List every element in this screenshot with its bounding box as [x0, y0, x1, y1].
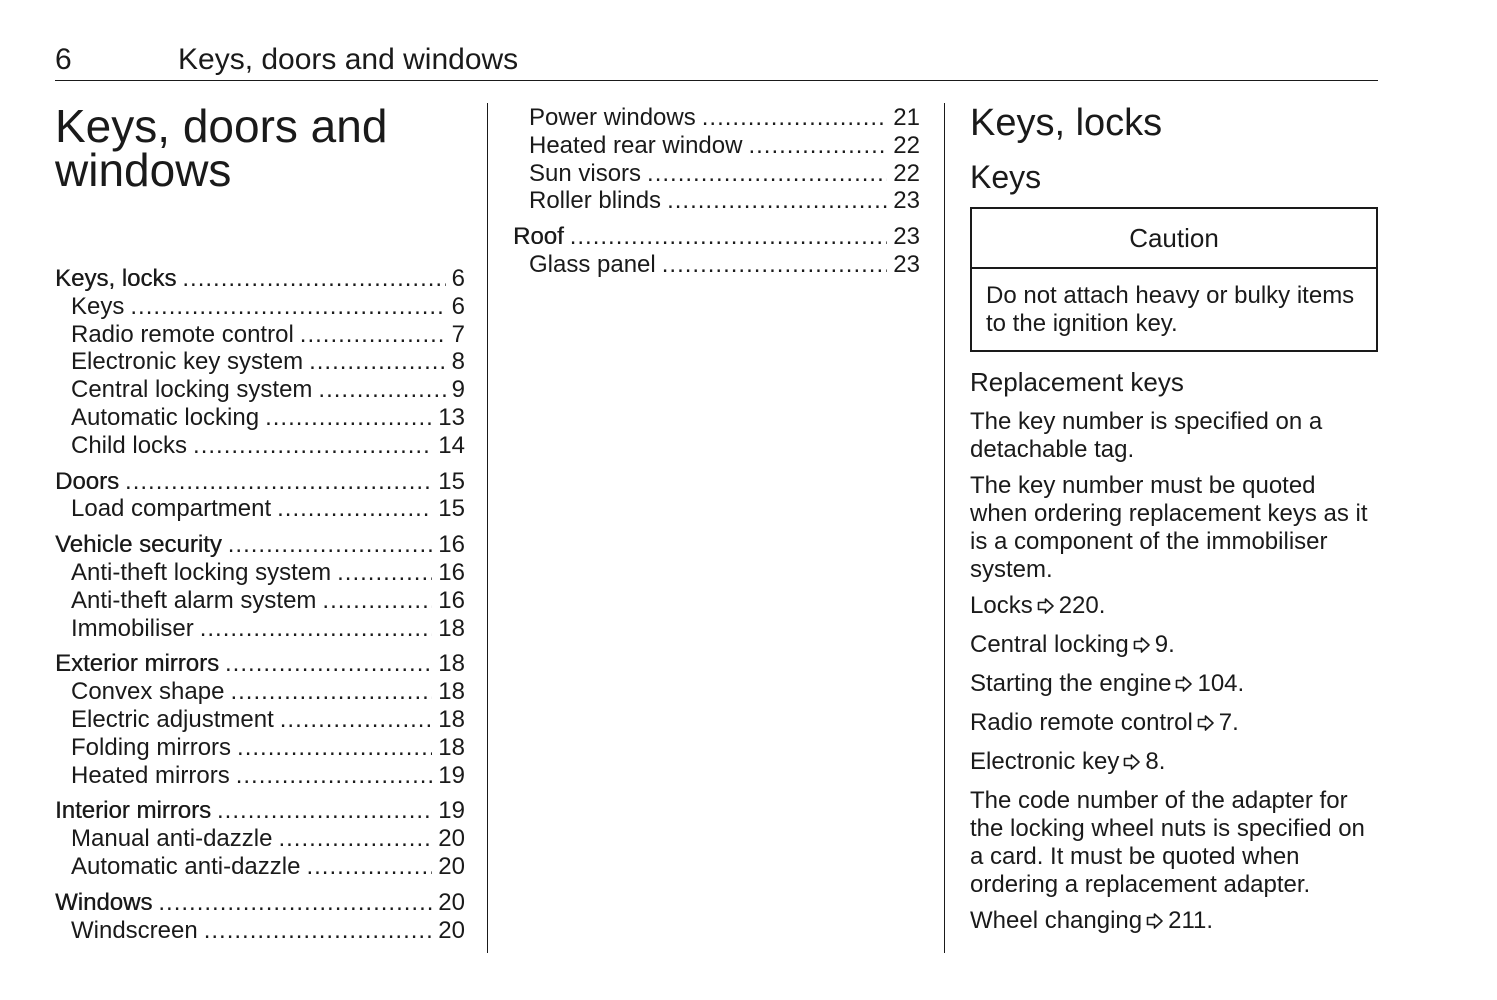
- caution-text: Do not attach heavy or bulky items to the ignition key.: [986, 282, 1355, 337]
- replacement-keys-heading: Replacement keys: [970, 367, 1184, 397]
- section-column: [970, 100, 1378, 946]
- leader-dots: [278, 825, 432, 853]
- leader-dots: [193, 432, 432, 460]
- toc-entry-page: 18: [438, 678, 465, 706]
- toc-entry[interactable]: [55, 495, 465, 523]
- reference-arrow-icon: [1175, 672, 1193, 700]
- toc-entry-title: Convex shape: [71, 678, 225, 706]
- cross-reference[interactable]: [970, 748, 1378, 778]
- leader-dots: [702, 104, 888, 132]
- toc-entry-title: Folding mirrors: [71, 733, 232, 761]
- toc-entry-title: Automatic locking: [71, 403, 260, 431]
- cross-reference-page: 7.: [1218, 709, 1239, 736]
- leader-dots: [570, 223, 888, 251]
- toc-chapter-entry[interactable]: [513, 223, 920, 251]
- cross-reference-text: Electronic key: [970, 748, 1120, 775]
- leader-dots: [280, 706, 433, 734]
- leader-dots: [265, 404, 432, 432]
- toc-entry-page: 20: [438, 825, 465, 853]
- reference-arrow-icon: [1123, 750, 1141, 778]
- toc-group: [55, 468, 465, 524]
- leader-dots: [277, 495, 432, 523]
- toc-entry-title: Load compartment: [71, 495, 272, 523]
- toc-entry-page: 23: [893, 250, 920, 278]
- cross-reference-text: Central locking: [970, 631, 1129, 658]
- reference-arrow-icon: [1197, 711, 1215, 739]
- leader-dots: [667, 187, 887, 215]
- reference-arrow-icon: [1133, 633, 1151, 661]
- toc-entry[interactable]: [513, 104, 920, 132]
- toc-group: [513, 223, 920, 279]
- leader-dots: [318, 376, 445, 404]
- toc-entry[interactable]: [55, 615, 465, 643]
- leader-dots: [322, 587, 432, 615]
- cross-reference-page: 9.: [1154, 631, 1175, 658]
- leader-dots: [225, 650, 432, 678]
- toc-entry-title: Anti-theft alarm system: [71, 586, 317, 614]
- caution-heading: Caution: [972, 209, 1376, 269]
- toc-entry-page: 8: [451, 348, 465, 376]
- toc-entry[interactable]: [55, 762, 465, 790]
- cross-reference-list: [970, 592, 1378, 778]
- toc-column-1: [55, 100, 465, 944]
- leader-dots: [130, 293, 445, 321]
- toc-entry-page: 20: [438, 888, 465, 916]
- toc-entry-title: Roller blinds: [529, 187, 662, 215]
- toc-entry-page: 6: [451, 292, 465, 320]
- cross-reference-text: Starting the engine: [970, 670, 1172, 697]
- cross-reference-text: Wheel changing: [970, 907, 1143, 934]
- leader-dots: [309, 348, 446, 376]
- cross-reference[interactable]: [970, 631, 1378, 661]
- cross-reference[interactable]: [970, 709, 1378, 739]
- toc-entry-page: 14: [438, 431, 465, 459]
- toc-entry-title: Automatic anti-dazzle: [71, 852, 301, 880]
- toc-entry-page: 16: [438, 558, 465, 586]
- toc-chapter-entry[interactable]: [55, 889, 465, 917]
- toc-entry-page: 18: [438, 614, 465, 642]
- table-of-contents-continued: [513, 104, 920, 279]
- toc-entry-page: 22: [893, 131, 920, 159]
- toc-entry-title: Interior mirrors: [55, 797, 212, 825]
- toc-entry[interactable]: [513, 251, 920, 279]
- toc-entry[interactable]: [55, 587, 465, 615]
- leader-dots: [158, 889, 432, 917]
- leader-dots: [300, 321, 446, 349]
- toc-entry[interactable]: [55, 559, 465, 587]
- leader-dots: [125, 468, 432, 496]
- chapter-title: Keys, doors and windows: [55, 100, 388, 196]
- toc-entry[interactable]: [55, 853, 465, 881]
- toc-chapter-entry[interactable]: [55, 265, 465, 293]
- toc-chapter-entry[interactable]: [55, 650, 465, 678]
- leader-dots: [306, 853, 432, 881]
- table-of-contents: [55, 265, 465, 944]
- toc-entry-title: Keys, locks: [55, 265, 177, 292]
- paragraph: The key number is specified on a detachable tag.: [970, 408, 1323, 463]
- toc-column-2: [513, 104, 920, 279]
- toc-entry-page: 9: [451, 376, 465, 404]
- toc-entry-title: Exterior mirrors: [55, 650, 220, 678]
- column-divider: [944, 103, 945, 953]
- toc-entry-title: Windows: [55, 888, 153, 916]
- toc-entry-title: Electric adjustment: [71, 705, 274, 733]
- leader-dots: [748, 132, 887, 160]
- toc-entry-page: 21: [893, 104, 920, 131]
- toc-chapter-entry[interactable]: [55, 468, 465, 496]
- toc-entry-title: Roof: [513, 223, 564, 251]
- leader-dots: [182, 265, 445, 293]
- toc-entry[interactable]: [513, 187, 920, 215]
- toc-group: [55, 265, 465, 460]
- toc-entry-title: Windscreen: [71, 916, 198, 944]
- toc-chapter-entry[interactable]: [55, 797, 465, 825]
- leader-dots: [204, 917, 433, 945]
- toc-entry-page: 7: [451, 320, 465, 348]
- toc-entry[interactable]: [513, 132, 920, 160]
- leader-dots: [228, 531, 433, 559]
- running-title: Keys, doors and windows: [178, 43, 519, 76]
- cross-reference-page: 104.: [1197, 670, 1245, 697]
- leader-dots: [237, 734, 432, 762]
- caution-box: [970, 207, 1378, 352]
- toc-chapter-entry[interactable]: [55, 531, 465, 559]
- toc-entry[interactable]: [55, 825, 465, 853]
- toc-entry-page: 18: [438, 733, 465, 761]
- page-number: 6: [55, 43, 72, 76]
- paragraph: The code number of the adapter for the locking wheel nuts is specified on a card. It must be quoted when ordering a replacement adapter.: [970, 787, 1365, 898]
- toc-entry-title: Sun visors: [529, 159, 642, 187]
- toc-entry-title: Heated rear window: [529, 131, 743, 159]
- toc-entry-title: Power windows: [529, 104, 696, 131]
- column-divider: [487, 103, 488, 953]
- toc-entry[interactable]: [55, 321, 465, 349]
- cross-reference[interactable]: [970, 592, 1378, 622]
- toc-entry[interactable]: [55, 348, 465, 376]
- cross-reference[interactable]: [970, 670, 1378, 700]
- cross-reference-text: Locks: [970, 592, 1033, 619]
- leader-dots: [230, 678, 432, 706]
- leader-dots: [236, 762, 433, 790]
- toc-entry-page: 23: [893, 223, 920, 251]
- cross-reference-page: 8.: [1145, 748, 1166, 775]
- toc-entry[interactable]: [513, 160, 920, 188]
- toc-entry-title: Keys: [71, 292, 125, 320]
- subsection-title: Keys: [970, 159, 1042, 195]
- toc-entry-title: Electronic key system: [71, 348, 304, 376]
- toc-entry-title: Vehicle security: [55, 531, 222, 559]
- toc-entry-page: 20: [438, 916, 465, 944]
- toc-entry[interactable]: [55, 376, 465, 404]
- toc-entry-page: 15: [438, 467, 465, 495]
- toc-entry-title: Doors: [55, 467, 120, 495]
- toc-entry-page: 18: [438, 705, 465, 733]
- toc-group: [55, 650, 465, 789]
- toc-entry-page: 23: [893, 187, 920, 215]
- reference-arrow-icon: [1037, 594, 1055, 622]
- toc-entry-page: 15: [438, 495, 465, 523]
- toc-group: [55, 889, 465, 945]
- toc-group: [513, 104, 920, 215]
- cross-reference-page: 220.: [1058, 592, 1106, 619]
- toc-entry[interactable]: [55, 734, 465, 762]
- cross-reference-text: Radio remote control: [970, 709, 1193, 736]
- leader-dots: [217, 797, 432, 825]
- leader-dots: [200, 615, 433, 643]
- toc-entry[interactable]: [55, 917, 465, 945]
- cross-reference-page: 211.: [1168, 907, 1214, 934]
- toc-entry-page: 16: [438, 586, 465, 614]
- toc-entry-title: Central locking system: [71, 376, 313, 404]
- toc-entry[interactable]: [55, 293, 465, 321]
- cross-reference[interactable]: [970, 907, 1378, 937]
- section-title: Keys, locks: [970, 102, 1163, 144]
- paragraph: The key number must be quoted when ordering replacement keys as it is a component of the immobiliser system.: [970, 472, 1368, 583]
- toc-entry-page: 20: [438, 852, 465, 880]
- toc-entry[interactable]: [55, 678, 465, 706]
- leader-dots: [337, 559, 432, 587]
- toc-entry-title: Radio remote control: [71, 320, 294, 348]
- toc-entry-page: 19: [438, 761, 465, 789]
- toc-entry-title: Glass panel: [529, 250, 656, 278]
- toc-entry-page: 16: [438, 531, 465, 559]
- toc-entry-title: Child locks: [71, 431, 188, 459]
- toc-entry-page: 22: [893, 159, 920, 187]
- toc-group: [55, 531, 465, 642]
- toc-entry-page: 18: [438, 650, 465, 678]
- toc-entry-title: Manual anti-dazzle: [71, 825, 273, 853]
- toc-entry-title: Immobiliser: [71, 614, 194, 642]
- toc-entry[interactable]: [55, 404, 465, 432]
- toc-entry-title: Anti-theft locking system: [71, 558, 332, 586]
- toc-entry-page: 13: [438, 403, 465, 431]
- page-header: [55, 42, 1378, 81]
- toc-entry-page: 19: [438, 797, 465, 825]
- toc-entry[interactable]: [55, 706, 465, 734]
- toc-entry-title: Heated mirrors: [71, 761, 230, 789]
- toc-entry[interactable]: [55, 432, 465, 460]
- leader-dots: [662, 251, 888, 279]
- leader-dots: [647, 160, 887, 188]
- toc-group: [55, 797, 465, 880]
- reference-arrow-icon: [1146, 909, 1164, 937]
- toc-entry-page: 6: [451, 265, 465, 292]
